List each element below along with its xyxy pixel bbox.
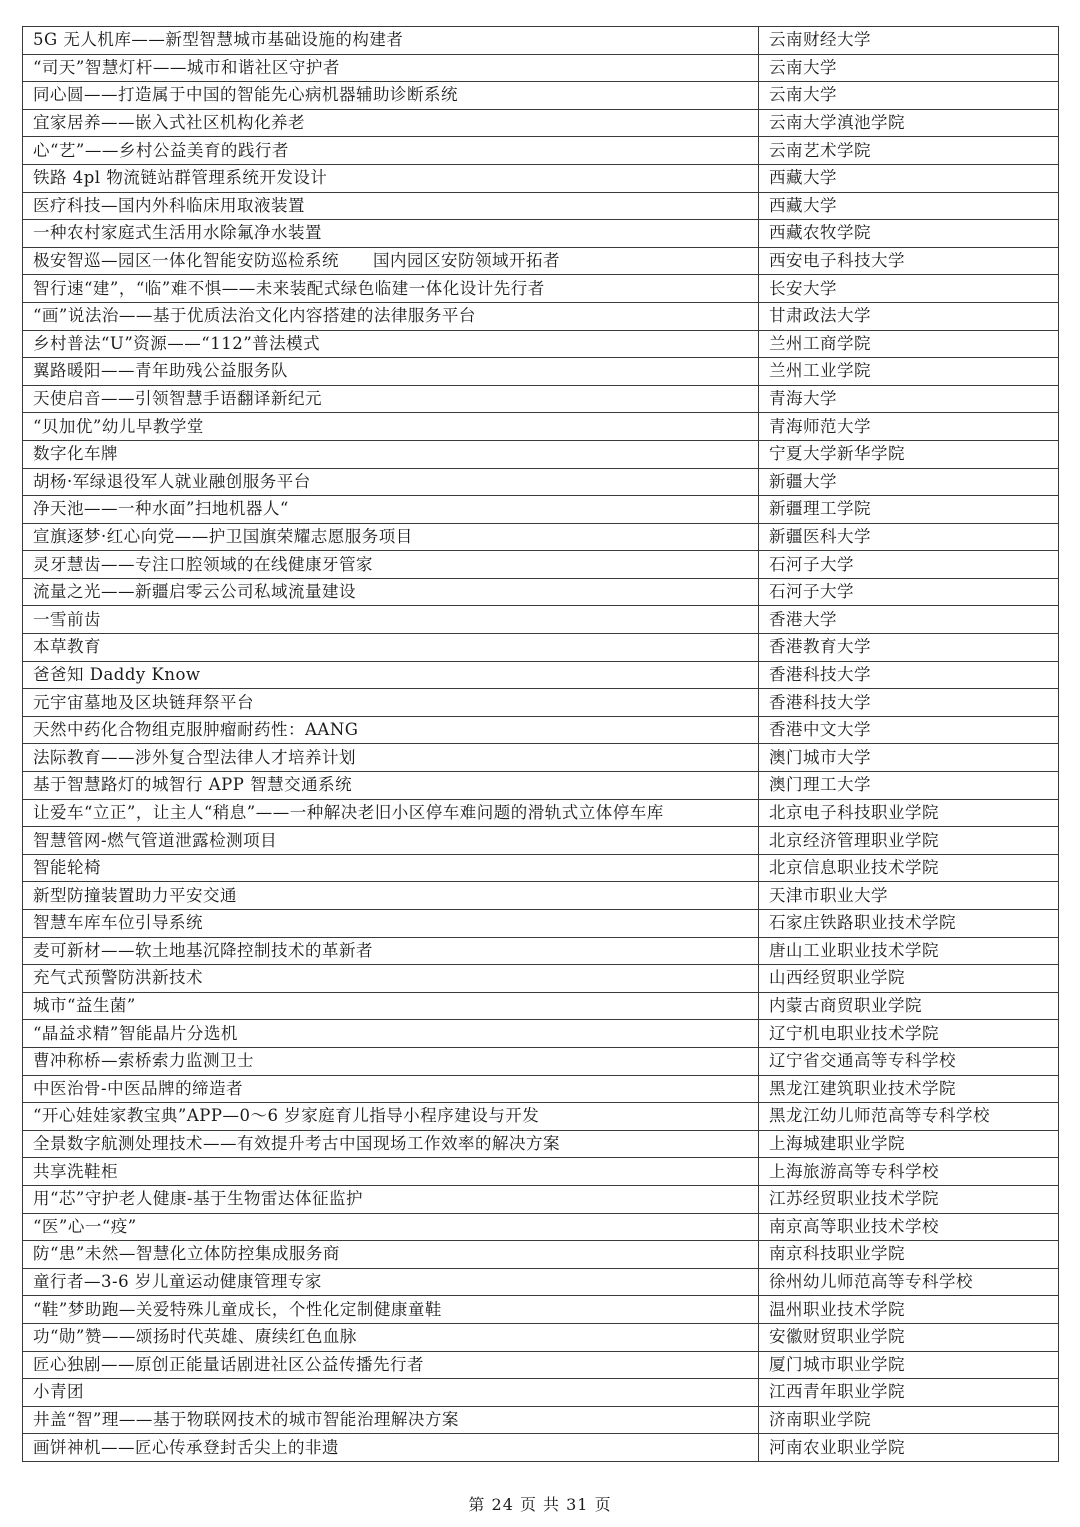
university-cell: 黑龙江建筑职业技术学院 <box>759 1075 1059 1103</box>
project-name-cell: “医”心一“疫” <box>23 1213 759 1241</box>
project-name-cell: 功“勋”赞——颂扬时代英雄、赓续红色血脉 <box>23 1323 759 1351</box>
project-name-cell: 共享洗鞋柜 <box>23 1158 759 1186</box>
project-name-cell: 天使启音——引领智慧手语翻译新纪元 <box>23 385 759 413</box>
university-cell: 青海大学 <box>759 385 1059 413</box>
university-cell: 温州职业技术学院 <box>759 1296 1059 1324</box>
table-row <box>23 1020 1059 1048</box>
table-row <box>23 82 1059 110</box>
table-row <box>23 1296 1059 1324</box>
project-name-cell: 小青团 <box>23 1379 759 1407</box>
table-row <box>23 330 1059 358</box>
university-cell: 石河子大学 <box>759 551 1059 579</box>
university-cell: 石家庄铁路职业技术学院 <box>759 910 1059 938</box>
university-cell: 云南财经大学 <box>759 27 1059 55</box>
table-row <box>23 937 1059 965</box>
university-cell: 西藏大学 <box>759 192 1059 220</box>
project-name-cell: “画”说法治——基于优质法治文化内容搭建的法律服务平台 <box>23 302 759 330</box>
university-cell: 云南艺术学院 <box>759 137 1059 165</box>
project-name-cell: 新型防撞装置助力平安交通 <box>23 882 759 910</box>
table-row <box>23 1351 1059 1379</box>
project-name-cell: 铁路 4pl 物流链站群管理系统开发设计 <box>23 164 759 192</box>
project-name-cell: 匠心独剧——原创正能量话剧进社区公益传播先行者 <box>23 1351 759 1379</box>
table-row <box>23 413 1059 441</box>
table-row <box>23 1323 1059 1351</box>
table-row <box>23 689 1059 717</box>
table-row <box>23 385 1059 413</box>
project-table-body <box>23 27 1059 1462</box>
table-row <box>23 54 1059 82</box>
table-row <box>23 606 1059 634</box>
university-cell: 江西青年职业学院 <box>759 1379 1059 1407</box>
project-name-cell: 防“患”未然—智慧化立体防控集成服务商 <box>23 1241 759 1269</box>
project-name-cell: 智能轮椅 <box>23 854 759 882</box>
project-name-cell: 麦可新材——软土地基沉降控制技术的革新者 <box>23 937 759 965</box>
table-row <box>23 1268 1059 1296</box>
project-name-cell: 法际教育——涉外复合型法律人才培养计划 <box>23 744 759 772</box>
project-name-cell: 用“芯”守护老人健康-基于生物雷达体征监护 <box>23 1185 759 1213</box>
university-cell: 宁夏大学新华学院 <box>759 440 1059 468</box>
university-cell: 上海城建职业学院 <box>759 1130 1059 1158</box>
table-row <box>23 468 1059 496</box>
university-cell: 北京经济管理职业学院 <box>759 827 1059 855</box>
table-row <box>23 772 1059 800</box>
table-row <box>23 275 1059 303</box>
university-cell: 新疆理工学院 <box>759 496 1059 524</box>
project-name-cell: 基于智慧路灯的城智行 APP 智慧交通系统 <box>23 772 759 800</box>
university-cell: 甘肃政法大学 <box>759 302 1059 330</box>
project-name-cell: 胡杨·军绿退役军人就业融创服务平台 <box>23 468 759 496</box>
table-row <box>23 302 1059 330</box>
project-name-cell: 净天池——一种水面”扫地机器人“ <box>23 496 759 524</box>
table-row <box>23 910 1059 938</box>
project-name-cell: 智慧车库车位引导系统 <box>23 910 759 938</box>
university-cell: 西藏大学 <box>759 164 1059 192</box>
table-row <box>23 634 1059 662</box>
project-name-cell: 城市“益生菌” <box>23 992 759 1020</box>
project-name-cell: 宜家居养——嵌入式社区机构化养老 <box>23 109 759 137</box>
project-name-cell: 曹冲称桥—索桥索力监测卫士 <box>23 1047 759 1075</box>
table-row <box>23 1406 1059 1434</box>
university-cell: 澳门理工大学 <box>759 772 1059 800</box>
table-row <box>23 744 1059 772</box>
project-name-cell: 一雪前齿 <box>23 606 759 634</box>
project-name-cell: 同心圆——打造属于中国的智能先心病机器辅助诊断系统 <box>23 82 759 110</box>
project-name-cell: 极安智巡—园区一体化智能安防巡检系统 国内园区安防领域开拓者 <box>23 247 759 275</box>
table-row <box>23 1075 1059 1103</box>
table-row <box>23 992 1059 1020</box>
project-name-cell: 童行者—3-6 岁儿童运动健康管理专家 <box>23 1268 759 1296</box>
project-name-cell: 智行速“建”，“临”难不惧——未来装配式绿色临建一体化设计先行者 <box>23 275 759 303</box>
project-name-cell: 数字化车牌 <box>23 440 759 468</box>
project-name-cell: 爸爸知 Daddy Know <box>23 661 759 689</box>
project-name-cell: “司天”智慧灯杆——城市和谐社区守护者 <box>23 54 759 82</box>
university-cell: 唐山工业职业技术学院 <box>759 937 1059 965</box>
university-cell: 兰州工商学院 <box>759 330 1059 358</box>
project-name-cell: 天然中药化合物组克服肿瘤耐药性：AANG <box>23 716 759 744</box>
university-cell: 厦门城市职业学院 <box>759 1351 1059 1379</box>
project-name-cell: 翼路暖阳——青年助残公益服务队 <box>23 358 759 386</box>
university-cell: 南京高等职业技术学校 <box>759 1213 1059 1241</box>
project-name-cell: 充气式预警防洪新技术 <box>23 965 759 993</box>
university-cell: 济南职业学院 <box>759 1406 1059 1434</box>
table-row <box>23 1103 1059 1131</box>
table-row <box>23 827 1059 855</box>
table-row <box>23 192 1059 220</box>
project-name-cell: “鞋”梦助跑—关爱特殊儿童成长，个性化定制健康童鞋 <box>23 1296 759 1324</box>
table-row <box>23 551 1059 579</box>
table-row <box>23 523 1059 551</box>
university-cell: 青海师范大学 <box>759 413 1059 441</box>
university-cell: 江苏经贸职业技术学院 <box>759 1185 1059 1213</box>
table-row <box>23 247 1059 275</box>
university-cell: 西安电子科技大学 <box>759 247 1059 275</box>
project-name-cell: 医疗科技—国内外科临床用取液装置 <box>23 192 759 220</box>
project-name-cell: “晶益求精”智能晶片分选机 <box>23 1020 759 1048</box>
university-cell: 徐州幼儿师范高等专科学校 <box>759 1268 1059 1296</box>
table-row <box>23 496 1059 524</box>
university-cell: 天津市职业大学 <box>759 882 1059 910</box>
table-row <box>23 716 1059 744</box>
project-name-cell: 画饼神机——匠心传承登封舌尖上的非遗 <box>23 1434 759 1462</box>
university-cell: 云南大学滇池学院 <box>759 109 1059 137</box>
university-cell: 上海旅游高等专科学校 <box>759 1158 1059 1186</box>
table-row <box>23 440 1059 468</box>
university-cell: 云南大学 <box>759 54 1059 82</box>
university-cell: 兰州工业学院 <box>759 358 1059 386</box>
project-name-cell: “贝加优”幼儿早教学堂 <box>23 413 759 441</box>
university-cell: 石河子大学 <box>759 578 1059 606</box>
table-row <box>23 1434 1059 1462</box>
table-row <box>23 1213 1059 1241</box>
university-cell: 北京电子科技职业学院 <box>759 799 1059 827</box>
table-row <box>23 358 1059 386</box>
university-cell: 云南大学 <box>759 82 1059 110</box>
table-row <box>23 137 1059 165</box>
table-row <box>23 1130 1059 1158</box>
table-row <box>23 164 1059 192</box>
table-row <box>23 578 1059 606</box>
project-name-cell: 智慧管网-燃气管道泄露检测项目 <box>23 827 759 855</box>
project-name-cell: 心“艺”——乡村公益美育的践行者 <box>23 137 759 165</box>
project-name-cell: 全景数字航测处理技术——有效提升考古中国现场工作效率的解决方案 <box>23 1130 759 1158</box>
project-name-cell: 乡村普法“U”资源——“112”普法模式 <box>23 330 759 358</box>
university-cell: 西藏农牧学院 <box>759 220 1059 248</box>
university-cell: 黑龙江幼儿师范高等专科学校 <box>759 1103 1059 1131</box>
project-name-cell: 中医治骨-中医品牌的缔造者 <box>23 1075 759 1103</box>
project-name-cell: 宣旗逐梦·红心向党——护卫国旗荣耀志愿服务项目 <box>23 523 759 551</box>
project-table <box>22 26 1059 1462</box>
university-cell: 内蒙古商贸职业学院 <box>759 992 1059 1020</box>
table-row <box>23 1185 1059 1213</box>
project-name-cell: 本草教育 <box>23 634 759 662</box>
table-row <box>23 854 1059 882</box>
university-cell: 香港大学 <box>759 606 1059 634</box>
table-row <box>23 661 1059 689</box>
project-name-cell: 让爱车“立正”，让主人“稍息”——一种解决老旧小区停车难问题的滑轨式立体停车库 <box>23 799 759 827</box>
university-cell: 香港教育大学 <box>759 634 1059 662</box>
project-name-cell: 一种农村家庭式生活用水除氟净水装置 <box>23 220 759 248</box>
table-row <box>23 109 1059 137</box>
university-cell: 香港中文大学 <box>759 716 1059 744</box>
university-cell: 香港科技大学 <box>759 689 1059 717</box>
university-cell: 南京科技职业学院 <box>759 1241 1059 1269</box>
table-row <box>23 1241 1059 1269</box>
university-cell: 辽宁省交通高等专科学校 <box>759 1047 1059 1075</box>
university-cell: 河南农业职业学院 <box>759 1434 1059 1462</box>
university-cell: 辽宁机电职业技术学院 <box>759 1020 1059 1048</box>
university-cell: 澳门城市大学 <box>759 744 1059 772</box>
project-name-cell: 5G 无人机库——新型智慧城市基础设施的构建者 <box>23 27 759 55</box>
project-name-cell: 元宇宙墓地及区块链拜祭平台 <box>23 689 759 717</box>
university-cell: 新疆医科大学 <box>759 523 1059 551</box>
project-name-cell: 流量之光——新疆启零云公司私域流量建设 <box>23 578 759 606</box>
project-name-cell: 灵牙慧齿——专注口腔领域的在线健康牙管家 <box>23 551 759 579</box>
university-cell: 新疆大学 <box>759 468 1059 496</box>
table-row <box>23 965 1059 993</box>
table-row <box>23 1379 1059 1407</box>
university-cell: 山西经贸职业学院 <box>759 965 1059 993</box>
table-row <box>23 27 1059 55</box>
table-row <box>23 220 1059 248</box>
page-number: 第 24 页 共 31 页 <box>468 1495 612 1514</box>
university-cell: 长安大学 <box>759 275 1059 303</box>
project-name-cell: 井盖“智”理——基于物联网技术的城市智能治理解决方案 <box>23 1406 759 1434</box>
university-cell: 北京信息职业技术学院 <box>759 854 1059 882</box>
table-row <box>23 799 1059 827</box>
table-row <box>23 1158 1059 1186</box>
university-cell: 安徽财贸职业学院 <box>759 1323 1059 1351</box>
table-row <box>23 1047 1059 1075</box>
university-cell: 香港科技大学 <box>759 661 1059 689</box>
table-row <box>23 882 1059 910</box>
project-name-cell: “开心娃娃家教宝典”APP—0～6 岁家庭育儿指导小程序建设与开发 <box>23 1103 759 1131</box>
